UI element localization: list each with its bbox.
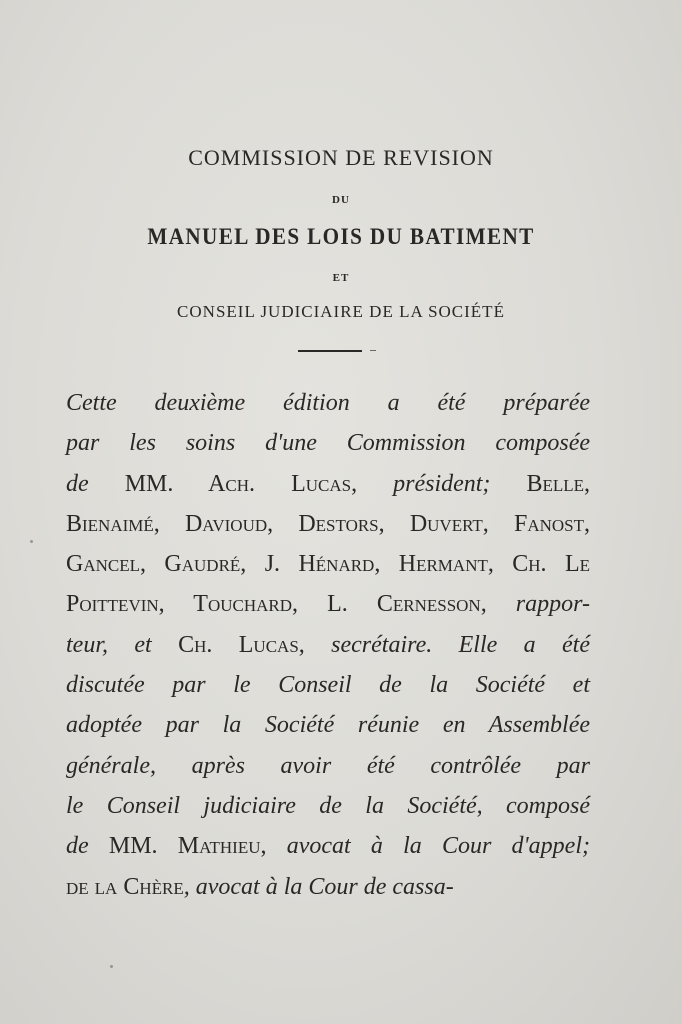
paragraph-line xyxy=(66,584,590,624)
paragraph-segment: Belle, xyxy=(490,470,591,497)
paragraph-segment: de xyxy=(66,470,89,497)
du-label: DU xyxy=(332,194,350,206)
separator-rule-tail xyxy=(370,350,376,351)
paragraph-line xyxy=(66,464,590,504)
paragraph-segment: MM. Ach. Lucas, xyxy=(88,470,394,497)
paragraph-line xyxy=(66,705,590,745)
paragraph-line xyxy=(66,625,590,665)
paragraph-line xyxy=(66,786,590,826)
paragraph-segment: Bienaimé, Davioud, Destors, Duvert, Fanost, xyxy=(66,510,590,537)
paragraph-line xyxy=(66,746,590,786)
paragraph-segment: Cette deuxième édition a été préparée xyxy=(66,390,590,416)
paragraph-segment: , avocat à la Cour de cassa- xyxy=(183,873,454,900)
paragraph-segment: discutée par le Conseil de la Société et xyxy=(66,672,590,699)
paragraph-segment: Poittevin, Touchard, L. Cernesson, xyxy=(66,591,516,618)
manual-title: MANUEL DES LOIS DU BATIMENT xyxy=(147,224,535,249)
paragraph-segment: générale, après avoir été contrôlée par xyxy=(66,752,590,779)
paper-speck xyxy=(110,965,113,968)
paragraph-segment: le Conseil judiciaire de la Société, composé xyxy=(66,792,590,819)
paragraph-segment: par les soins d'une Commission composée xyxy=(66,430,590,457)
paragraph-line xyxy=(66,423,590,463)
council-title: CONSEIL JUDICIAIRE DE LA SOCIÉTÉ xyxy=(177,302,505,321)
commission-title: COMMISSION DE REVISION xyxy=(188,145,494,170)
paragraph-segment: avocat à la Cour d'appel; xyxy=(286,833,590,860)
paragraph-segment: Gancel, Gaudré, J. Hénard, Hermant, Ch. Le xyxy=(66,551,590,578)
paragraph-segment: Ch. Lucas, xyxy=(178,631,332,658)
paragraph-segment: de la Chère xyxy=(66,873,184,900)
commission-paragraph xyxy=(66,383,590,907)
paragraph-line xyxy=(66,544,590,584)
paragraph-segment: rappor- xyxy=(515,591,590,618)
paragraph-line xyxy=(66,665,590,705)
separator-rule xyxy=(298,350,362,352)
et-label: ET xyxy=(332,272,350,284)
paragraph-line xyxy=(66,867,590,907)
paragraph-segment: secrétaire. Elle a été xyxy=(331,631,590,658)
paragraph-segment: MM. Mathieu, xyxy=(88,833,287,860)
paragraph-line xyxy=(66,504,590,544)
paragraph-segment: adoptée par la Société réunie en Assemblée xyxy=(66,712,590,739)
paragraph-line xyxy=(66,383,590,423)
paragraph-segment: président; xyxy=(393,470,491,497)
paragraph-segment: teur, et xyxy=(66,631,179,658)
paragraph-line xyxy=(66,826,590,866)
paragraph-segment: de xyxy=(66,833,89,860)
paper-speck xyxy=(30,540,33,543)
